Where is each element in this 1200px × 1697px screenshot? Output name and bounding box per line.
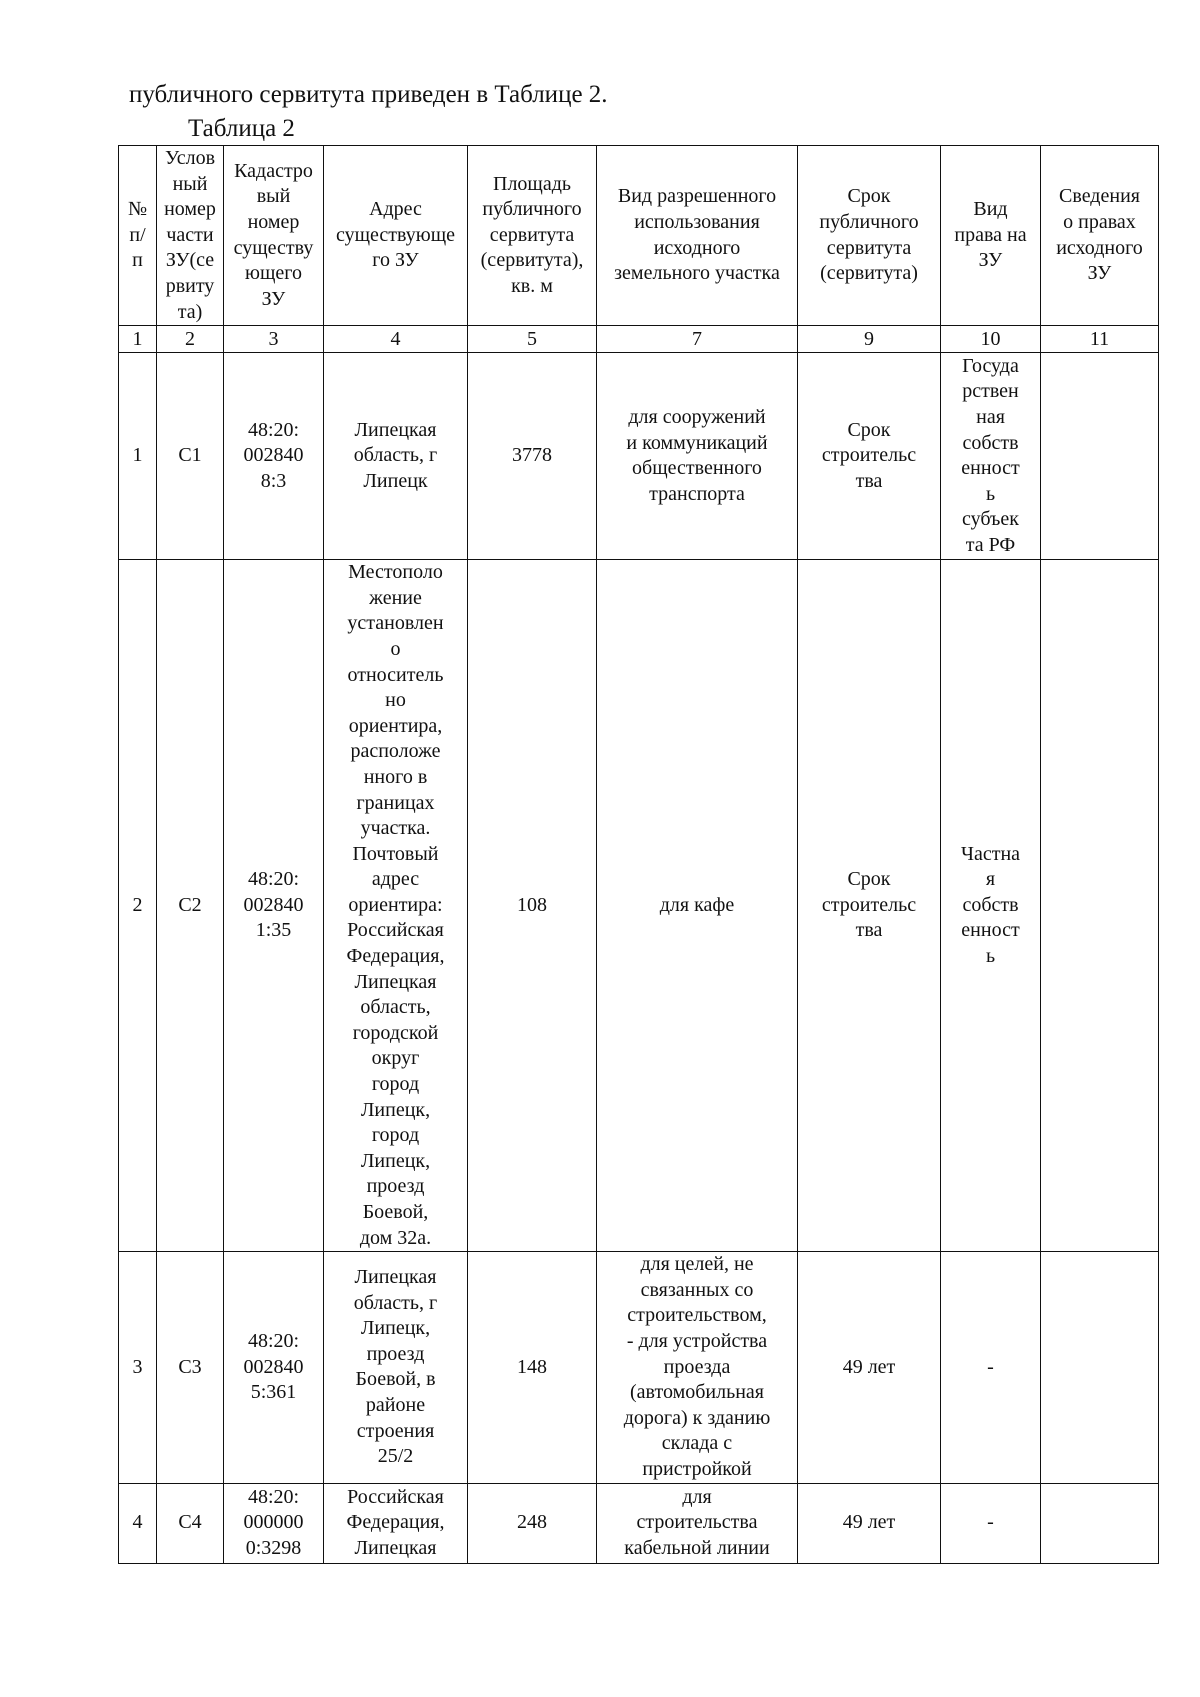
cell-address: Липецкая область, г Липецк, проезд Боевой, в районе строения 25/2 [324,1252,468,1483]
cell-rights-info [1041,560,1159,1252]
header-cell-permitted-use: Вид разрешенного использования исходного земельного участка [597,146,798,326]
header-cell-number: № п/ п [119,146,157,326]
cell-part-number: С4 [157,1483,224,1563]
table-row [119,353,1159,560]
column-number-row [119,326,1159,353]
cell-term: 49 лет [798,1483,941,1563]
header-cell-cadastral-number: Кадастро вый номер существу ющего ЗУ [224,146,324,326]
cell-permitted-use: для целей, не связанных со строительством, - для устройства проезда (автомобильная дорога) к зданию склада с пристройкой [597,1252,798,1483]
column-number-cell: 2 [157,326,224,353]
cell-right-type: - [941,1483,1041,1563]
cell-number: 1 [119,353,157,560]
cell-address: Липецкая область, г Липецк [324,353,468,560]
header-cell-address: Адрес существующе го ЗУ [324,146,468,326]
cell-area: 3778 [468,353,597,560]
cell-permitted-use: для строительства кабельной линии [597,1483,798,1563]
column-number-cell: 5 [468,326,597,353]
cell-area: 148 [468,1252,597,1483]
cell-right-type: - [941,1252,1041,1483]
cell-rights-info [1041,353,1159,560]
header-cell-rights-info: Сведения о правах исходного ЗУ [1041,146,1159,326]
column-number-cell: 4 [324,326,468,353]
intro-text: публичного сервитута приведен в Таблице 2. [129,81,608,108]
cell-area: 108 [468,560,597,1252]
column-number-cell: 11 [1041,326,1159,353]
cell-right-type: Госуда рствен ная собств енност ь субъек та РФ [941,353,1041,560]
cell-number: 4 [119,1483,157,1563]
cell-cadastral-number: 48:20: 000000 0:3298 [224,1483,324,1563]
cell-number: 3 [119,1252,157,1483]
column-number-cell: 10 [941,326,1041,353]
cell-address: Российская Федерация, Липецкая [324,1483,468,1563]
column-number-cell: 9 [798,326,941,353]
cell-cadastral-number: 48:20: 002840 5:361 [224,1252,324,1483]
cell-permitted-use: для кафе [597,560,798,1252]
header-cell-term: Срок публичного сервитута (сервитута) [798,146,941,326]
cell-permitted-use: для сооружений и коммуникаций общественного транспорта [597,353,798,560]
column-number-cell: 3 [224,326,324,353]
cell-cadastral-number: 48:20: 002840 1:35 [224,560,324,1252]
table-row [119,1483,1159,1563]
header-cell-area: Площадь публичного сервитута (сервитута), кв. м [468,146,597,326]
cell-address: Местополо жение установлен о относитель но ориентира, расположе нного в границах участка. Почтовый адрес ориентира: Российская Федерация, Липецкая область, городской округ город Липецк, город Липецк, проезд Боевой, дом 32а. [324,560,468,1252]
table-header-row [119,146,1159,326]
cell-rights-info [1041,1252,1159,1483]
cell-part-number: С2 [157,560,224,1252]
table-row [119,1252,1159,1483]
cell-cadastral-number: 48:20: 002840 8:3 [224,353,324,560]
servitude-table [118,145,1159,1564]
column-number-cell: 7 [597,326,798,353]
cell-area: 248 [468,1483,597,1563]
table-caption: Таблица 2 [188,115,295,142]
cell-number: 2 [119,560,157,1252]
cell-part-number: С3 [157,1252,224,1483]
cell-part-number: С1 [157,353,224,560]
table-row [119,560,1159,1252]
cell-right-type: Частна я собств енност ь [941,560,1041,1252]
cell-term: Срок строительс тва [798,560,941,1252]
header-cell-right-type: Вид права на ЗУ [941,146,1041,326]
header-cell-part-number: Услов ный номер части ЗУ(се рвиту та) [157,146,224,326]
cell-rights-info [1041,1483,1159,1563]
cell-term: Срок строительс тва [798,353,941,560]
cell-term: 49 лет [798,1252,941,1483]
column-number-cell: 1 [119,326,157,353]
